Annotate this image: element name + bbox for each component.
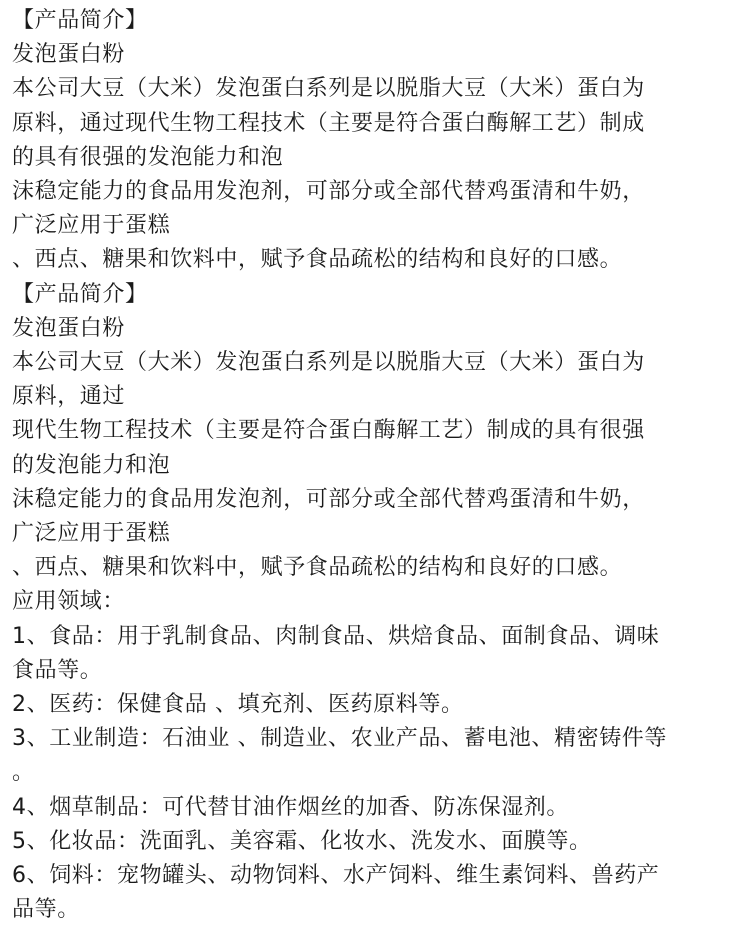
application-item: 4、烟草制品：可代替甘油作烟丝的加香、防冻保湿剂。	[12, 794, 569, 820]
application-item: 品等。	[12, 897, 80, 923]
description-line: 广泛应用于蛋糕	[12, 213, 171, 239]
description-line: 、西点、糖果和饮料中，赋予食品疏松的结构和良好的口感。	[12, 247, 623, 273]
description-line: 广泛应用于蛋糕	[12, 521, 171, 547]
description-line: 沫稳定能力的食品用发泡剂，可部分或全部代替鸡蛋清和牛奶，	[12, 486, 645, 512]
description-line: 的发泡能力和泡	[12, 452, 171, 478]
description-line: 沫稳定能力的食品用发泡剂，可部分或全部代替鸡蛋清和牛奶，	[12, 179, 645, 205]
description-line: 、西点、糖果和饮料中，赋予食品疏松的结构和良好的口感。	[12, 555, 623, 581]
description-line: 的具有很强的发泡能力和泡	[12, 144, 284, 170]
application-item: 1、食品：用于乳制食品、肉制食品、烘焙食品、面制食品、调味	[12, 623, 660, 649]
application-item: 2、医药：保健食品 、填充剂、医药原料等。	[12, 692, 464, 718]
description-line: 原料，通过现代生物工程技术（主要是符合蛋白酶解工艺）制成	[12, 110, 645, 136]
application-item: 6、饲料：宠物罐头、动物饲料、水产饲料、维生素饲料、兽药产	[12, 863, 660, 889]
application-item: 。	[12, 760, 35, 786]
application-item: 5、化妆品：洗面乳、美容霜、化妆水、洗发水、面膜等。	[12, 828, 592, 854]
application-item: 3、工业制造：石油业 、制造业、农业产品、蓄电池、精密铸件等	[12, 726, 667, 752]
section-heading-intro: 【产品简介】	[12, 8, 148, 33]
application-item: 食品等。	[12, 657, 103, 683]
description-line: 本公司大豆（大米）发泡蛋白系列是以脱脂大豆（大米）蛋白为	[12, 76, 645, 102]
description-line: 本公司大豆（大米）发泡蛋白系列是以脱脂大豆（大米）蛋白为	[12, 350, 645, 376]
section-heading-applications: 应用领域：	[12, 589, 126, 615]
description-line: 现代生物工程技术（主要是符合蛋白酶解工艺）制成的具有很强	[12, 418, 645, 444]
section-heading-intro: 【产品简介】	[12, 281, 148, 307]
product-name: 发泡蛋白粉	[12, 42, 126, 68]
description-line: 原料，通过	[12, 384, 126, 410]
product-name: 发泡蛋白粉	[12, 315, 126, 341]
